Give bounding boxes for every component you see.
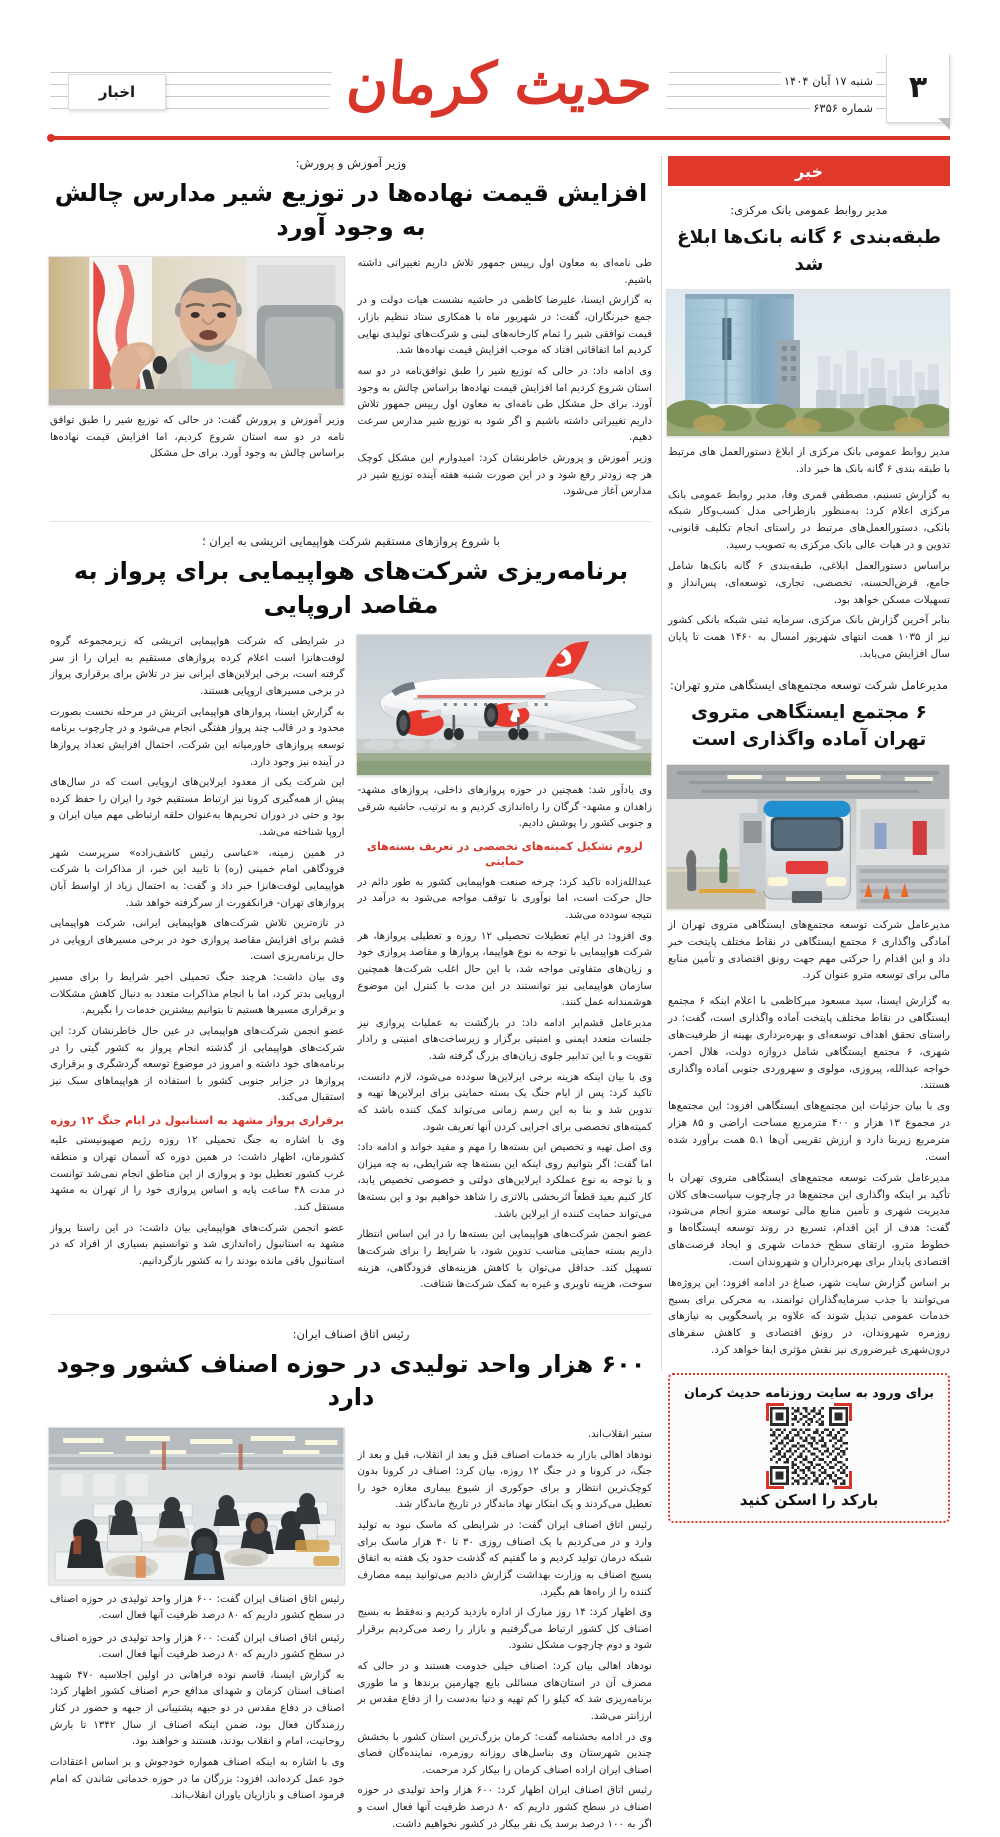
sidebar-body-metro-p2: وی با بیان جزئیات این مجتمع‌های ایستگاهی افزود: این مجتمع‌ها در مجموع ۱۳ هزار و ۴۰۰ مترمربع مساحت اراضی و ۸۵ هزار مترمربع زیربنا دارد و ارزش تقریبی آن‌ها ۵.۱ همت برآورد شده است.: [668, 1100, 951, 1163]
article3-left-p3: رئیس اتاق اصناف ایران گفت: در شرایطی که ماسک نبود به تولید وارد و در می‌کردیم با یک اصناف روزی ۳۰ تا ۴۰ هزار ماسک برای شبکه درمان تولید کردیم و ما گفتیم که گذشت حدود یک هفته به اتفاق بسیج اصناف به وزارت بهداشت گزارش دادیم می‌توانید بیمه مصارف کننده را از راه‌ها هم بگیرد.: [357, 1520, 652, 1598]
masthead: [50, 50, 950, 134]
article3-right-column: [50, 1427, 345, 1809]
article3-right-p1: رئیس اتاق اصناف ایران گفت: ۶۰۰ هزار واحد تولیدی در حوزه اصناف در سطح کشور داریم که ۸۰ درصد ظرفیت آنها فعال است.: [50, 1632, 345, 1661]
article2-left-p2: عبدالله‌زاده تاکید کرد: چرخه صنعت هواپیمایی کشور به طور دائم در حال حرکت است، اما نوآوری با توقف مواجه می‌شود به درآمد در نتیجه سودده می‌شد.: [357, 876, 652, 922]
tehran-metro-station-photo: [666, 764, 950, 910]
article2-right-p4: در همین زمینه، «عباسی رئیس کاشف‌زاده» سرپرست شهر فرودگاهی امام خمینی (ره) با تایید این خبر، از مذاکرات با شرکت هواپیمایی لوفت‌هانزا خبر داد و گفت: به احتمال زیاد از اواسط آبان پروازهای تهران- فرانکفورت از سرگرفته خواهد شد.: [50, 847, 345, 909]
sidebar-article-bank: [668, 202, 950, 663]
article1-photo-column: [50, 256, 345, 462]
article2-columns: [50, 634, 652, 1298]
article3-columns: [50, 1427, 652, 1837]
sidebar-article-metro: [668, 677, 950, 1359]
sidebar-divider: [660, 156, 662, 1372]
article-airlines-europe: [50, 534, 652, 1298]
qr-promo-line1: برای ورود به سایت روزنامه حدیث کرمان: [684, 1384, 934, 1400]
sidebar-body-metro: [668, 993, 950, 1359]
engine-left: [396, 709, 443, 736]
qr-bracket-bottom-left-icon: [766, 1471, 784, 1489]
article1-kicker: وزیر آموزش و پرورش:: [295, 156, 407, 170]
sidebar-body-bank-p2: براساس دستورالعمل ابلاغی، طبقه‌بندی ۶ گانه بانک‌ها شامل جامع، قرض‌الحسنه، تخصصی، تجاری، توسعه‌ای، پس‌انداز و تسهیلات مسکن خواهد بود.: [668, 559, 950, 606]
article3-caption: رئیس اتاق اصناف ایران گفت: ۶۰۰ هزار واحد تولیدی در حوزه اصناف در سطح کشور داریم که ۸۰ درصد ظرفیت آنها فعال است.: [50, 1593, 345, 1622]
article1-text-column: [358, 256, 653, 505]
article3-right-body: [50, 1631, 345, 1805]
sidebar-kicker-metro: مدیرعامل شرکت توسعه مجتمع‌های ایستگاهی مترو تهران:: [669, 678, 949, 692]
article3-left-p2: نودهاد اهالی بازار به خدمات اصناف قبل و بعد از انقلاب، قبل و بعد از جنگ، در کرونا و در جنگ ۱۲ روزه، بیان کرد: اصناف در کرونا بدون کوچک‌ترین انتظار و برای حوکوری از شیوع بیماری مغازه خود را تعطیل می‌کردند و یک ابتکار نهاد ماندگار در تاریخ ماندگار شد.: [357, 1449, 652, 1511]
article2-left-p6: وی اصل تهیه و تخصیص این بسته‌ها را مهم و مفید خواند و ادامه داد: اما گفت: اگر بتوانیم روی اینکه این بسته‌ها چه شرایطی، به چه میزان و با توجه به نوع عملکرد ایرلاین‌های دولتی و خصوصی تخصیص یابد، کار کنیم بعید قطعاً اثربخشی بالاتری را شاهد خواهیم بود و این بسته‌ها می‌تواند حمایت کننده از ایرلاین باشد.: [357, 1142, 652, 1220]
article2-right-body: [50, 634, 345, 1270]
article-guilds-production: [50, 1327, 652, 1837]
sidebar-body-metro-p4: بر اساس گزارش سایت شهر، صباغ در ادامه افزود: این پروژه‌ها می‌توانند با جذب سرمایه‌گذاران توانمند، به محرکی برای بسیج خدمات عمومی تبدیل شوند که علاوه بر پاسخگویی به نیازهای روزمره شهروندان، در رونق اقتصادی و کاهش سفرهای درون‌شهری غیرضروری نیز نقش مؤثری ایفا خواهد کرد.: [668, 1276, 950, 1357]
article3-kicker: رئیس اتاق اصناف ایران:: [292, 1326, 410, 1341]
article2-headline[interactable]: برنامه‌ریزی شرکت‌های هواپیمایی برای پرواز به مقاصد اروپایی: [73, 556, 629, 619]
section-tab-news[interactable]: [68, 74, 166, 110]
article3-left-column: [358, 1427, 653, 1837]
article2-left-column: [358, 634, 653, 1298]
article2-subhead-left: لزوم تشکیل کمیته‌های تخصصی در تعریف بسته‌های حمایتی: [366, 840, 643, 869]
article2-right-p2: به گزارش ایسنا، پروازهای هواپیمایی اتریش در مرحله نخست بصورت محدود و در قالب چند پرواز هفتگی انجام می‌شود و در چارچوب برنامه توسعه پروازهای خاورمیانه این شرکت، احتمال افزایش تعداد پروازها در آینده نیز وجود دارد.: [50, 706, 345, 768]
newspaper-logo: حدیث کرمان: [328, 46, 672, 123]
article1-caption: وزیر آموزش و پرورش گفت: در حالی که توزیع شیر را طبق توافق نامه در دو سه استان شروع کردیم، اما افزایش قیمت نهاده‌ها براساس چالش به وجود آورد. برای حل مشکل: [50, 415, 345, 459]
article2-right-p6: وی بیان داشت: هرچند جنگ تحمیلی اخیر شرایط را برای مسیر اروپایی بدتر کرد، اما با انجام مذاکرات متعدد به دنبال کاهش مشکلات و برقراری مسیرها هستیم تا بتوانیم بیشترین خدمات را بگیریم.: [50, 972, 345, 1017]
article2-left-p7: عضو انجمن شرکت‌های هواپیمایی این بسته‌ها را در این اساس انتظار داریم بسته حمایتی مناسب تدوین شود، با شرایط را برای شرکت‌ها تسهیل کند. حداقل می‌توان با کاهش هزینه‌های فرودگاهی، هزینه سوخت، هزینه ناوبری و غیره به کمک شرکت‌ها شتافت.: [357, 1229, 652, 1291]
sidebar-banner-khabar: [668, 156, 950, 186]
qr-bracket-top-right-icon: [834, 1403, 852, 1421]
article2-right-p7: عضو انجمن شرکت‌های هواپیمایی در عین حال خاطرنشان کرد: این شرکت‌های هواپیمایی از گذشته انجام پرواز به کشور گیتی را در برنامه‌های خود داشته و امروز در موضوع توسعه گردشگری و برقراری پروازها در جزایر جنوبی کشور با استفاده از هواپیماهای سبک نیز استقبال می‌کند.: [50, 1025, 345, 1104]
article2-right-p8: وی با اشاره به جنگ تحمیلی ۱۲ روزه رژیم صهیونیستی علیه کشورمان، اظهار داشت: در همین دوره که آسمان تهران و منطقه غرب کشور تعطیل بود و پروازی از این مناطق انجام نمی‌شد توانست در مدت ۴۸ ساعت پایه و اساس پروازی خود را از تهران به مشهد مستقل کند.: [50, 1135, 345, 1213]
education-minister-photo: [48, 256, 345, 406]
article3-left-body: [358, 1427, 653, 1833]
garment-workshop-photo: [48, 1427, 345, 1585]
qr-bracket-bottom-right-icon: [834, 1471, 852, 1489]
article1-columns: [50, 256, 652, 505]
article2-right-p1: در شرایطی که شرکت هواپیمایی اتریشی که زیرمجموعه گروه لوفت‌هانزا است اعلام کرده پروازهای مستقیم به ایران را از سر گرفته است، برخی ایرلاین‌های ایرانی نیز در تلاش برای برقراری پرواز در برخی مسیرهای اروپایی هستند.: [50, 636, 345, 697]
article2-subhead-right: برقراری پرواز مشهد به استانبول در ایام جنگ ۱۲ روزه: [50, 1114, 344, 1127]
article2-kicker: با شروع پروازهای مستقیم شرکت هواپیمایی اتریشی به ایران ؛: [202, 533, 500, 548]
sidebar-body-metro-p3: مدیرعامل شرکت توسعه مجتمع‌های ایستگاهی متروی تهران با تأکید بر اینکه واگذاری این مجتمع‌ها در چارچوب سیاست‌های کلان مدیریت شهری و تأمین منابع مالی توسعه مترو انجام می‌شود، گفت: هدف از این اقدام، تسریع در روند توسعه ایستگاه‌ها و خطوط مترو، ارتقای سطح خدمات شهری و ایجاد فرصت‌های اقتصادی پایدار برای بهره‌برداران و شهروندان است.: [668, 1171, 950, 1268]
article2-left-p4: مدیرعامل قشم‌ایر ادامه داد: در بازگشت به عملیات پروازی نیز جلسات متعدد ایمنی و امنیتی برگزار و زیرساخت‌های امنیتی و رادار تقویت و با این تدابیر جلوی زیان‌های بزرگ گرفته شد.: [357, 1017, 652, 1063]
sidebar-body-bank-p1: به گزارش تسنیم، مصطفی قمری وفا، مدیر روابط عمومی بانک مرکزی اعلام کرد: به‌منظور بازطراحی مدل کسب‌وکار شبکه بانکی، دستورالعمل‌های مرتبط در راستای انجام تکلیف قانونی، تدوین و در هیات عالی بانک مرکزی به تصویب رسید.: [668, 488, 950, 552]
article3-right-p2: به گزارش ایسنا، قاسم نوده فراهانی در اولین اجلاسیه ۴۷۰ شهید اصناف استان کرمان و شهدای مدافع حرم اصناف کشور اظهار کرد: اصناف در دفاع مقدس در دو جبهه پشتیبانی از جبهه و حضور در کنار رزمندگان فعال بود، ضمن اینکه اصناف از سال ۱۳۴۲ تا بارش روحانیت، امام و انقلاب بودند، هستند و خواهند بود.: [50, 1669, 345, 1748]
article-education-minister: [50, 156, 652, 505]
article1-p1: طی نامه‌ای به معاون اول رییس جمهور تلاش داریم تغییراتی داشته باشیم.: [357, 258, 652, 286]
website-qr-code[interactable]: [770, 1407, 848, 1485]
article3-left-p1: ستیر انقلاب‌اند.: [587, 1428, 652, 1440]
article1-p2: به گزارش ایسنا، علیرضا کاظمی در حاشیه نشست هیات دولت و در جمع خبرنگاران، گفت: در شهریور ماه با همکاری ستاد تنظیم بازار، قیمت توافقی شیر را تمام کارخانه‌های لبنی و شرکت‌های تولیدی نهایی کردیم اما اتفاقاتی افتاد که موجب افزایش قیمت نهاده‌ها شد.: [357, 295, 652, 357]
article2-right-p3: این شرکت یکی از معدود ایرلاین‌های اروپایی است که در سال‌های پیش از همه‌گیری کرونا نیز ارتباط مستقیم خود را ایران را حفظ کرده بود و حتی در دوران تحریم‌ها به‌عنوان حلقه ارتباطی مهم میان ایران و اروپا شناخته می‌شد.: [50, 777, 345, 838]
header-red-rule: [50, 136, 950, 140]
qr-bracket-top-left-icon: [766, 1403, 784, 1421]
central-bank-tower-photo: [666, 289, 950, 437]
issue-date: شنبه ۱۷ آبان ۱۴۰۴: [781, 72, 876, 92]
sidebar-caption-metro: مدیرعامل شرکت توسعه مجتمع‌های ایستگاهی متروی تهران از آمادگی واگذاری ۶ مجتمع ایستگاهی در نقاط مختلف پایتخت خبر داد و این اقدام را حرکتی مهم جهت رونق اقتصادی و تأمین منابع مالی برای توسعه مترو عنوان کرد.: [668, 918, 950, 982]
section-tab-label: اخبار: [98, 83, 136, 101]
article2-right-p9: عضو انجمن شرکت‌های هواپیمایی بیان داشت: در این راستا پرواز مشهد به استانبول راه‌اندازی شد و توانستیم بسیاری از افراد که در استانبول باقی مانده بودند را به کشور بازگردانیم.: [50, 1222, 345, 1267]
sidebar-body-metro-p1: به گزارش ایسنا، سید مسعود میرکاظمی با اعلام اینکه ۶ مجتمع ایستگاهی در نقاط مختلف پایتخت آماده واگذاری است، گفت: در راستای تحقق اهداف توسعه‌ای و بهره‌برداری بهینه از ظرفیت‌های شهری، ۶ مجتمع ایستگاهی شامل دروازه دولت، هلال احمر، خواجه عبدالله، پیروزی، مولوی و سهروردی جنوبی آماده واگذاری هستند.: [668, 995, 950, 1092]
issue-number: شماره ۶۳۵۶: [810, 99, 876, 119]
article3-headline[interactable]: ۶۰۰ هزار واحد تولیدی در حوزه اصناف کشور وجود دارد: [56, 1349, 646, 1412]
article2-left-body: [358, 783, 653, 1294]
article-divider-1: [50, 521, 652, 522]
sidebar-caption-bank: مدیر روابط عمومی بانک مرکزی از ابلاغ دستورالعمل های مرتبط با طبقه بندی ۶ گانه بانک ها خبر داد.: [668, 445, 950, 475]
article2-right-column: [50, 634, 345, 1274]
article3-left-p4: وی اظهار کرد: ۱۴ روز مبارک از اداره بازدید کردیم و نه‌فقط به بسیج اصناف کل کشور ارتباط می‌گرفتیم و بازار را رصد می‌کردیم برقرار شود و دوم چارچوب مشکل نشود.: [357, 1607, 652, 1652]
article3-left-p6: وی در ادامه بخشنامه گفت: کرمان بزرگ‌ترین استان کشور با بخشش چندین شهرستان وی بناسل‌های روزانه روزمره، نماینده‌گان فضای اصناف ایران اراده اصناف کرمان را بیکار کرد مرحمت.: [357, 1731, 652, 1776]
article2-left-p3: وی افزود: در ایام تعطیلات تحصیلی ۱۲ روزه و تعطیلی پروازها، هر شرکت هواپیمایی با توجه به نوع هواپیما، پروازها و مقاصد پروازی خود و زیان‌های متفاوتی مواجه شد، با این حال اغلب شرکت‌ها همچنین سازمان هواپیمایی نیز توانستند در این مدت با کنترل این موضوع هوشمندانه عمل کنند.: [357, 930, 652, 1009]
article1-body: [358, 256, 653, 501]
article2-left-p5: وی با بیان اینکه هزینه برخی ایرلاین‌ها سودده می‌شود، لازم دانست، تاکید کرد: پس از ایام جنگ یک بسته حمایتی برای ایرلاین‌ها تهیه و تدوین شد و بنا به این رسم زمانی می‌تواند کمک کننده باشد که کمیته‌های تخصصی برای اجرایی کردن آنها تعریف شود.: [357, 1071, 652, 1133]
sidebar: [668, 156, 951, 1509]
sidebar-kicker-bank: مدیر روابط عمومی بانک مرکزی:: [730, 203, 888, 217]
airliner-takeoff-photo: [356, 634, 653, 776]
sidebar-banner-label: خبر: [795, 161, 824, 181]
article2-right-p5: در تازه‌ترین تلاش شرکت‌های هواپیمایی ایرانی، شرکت هواپیمایی قشم برای افزایش مقاصد پروازی خود در برخی مسیرهای اروپایی در حال برنامه‌ریزی است.: [50, 918, 345, 963]
sidebar-headline-metro[interactable]: ۶ مجتمع ایستگاهی متروی تهران آماده واگذاری است: [691, 702, 927, 751]
article1-headline[interactable]: افزایش قیمت نهاده‌ها در توزیع شیر مدارس چالش به وجود آورد: [54, 179, 648, 241]
sidebar-body-bank: [668, 487, 950, 663]
article3-left-p7: رئیس اتاق اصناف ایران اظهار کرد: ۶۰۰ هزار واحد تولیدی در حوزه اصناف در سطح کشور داریم که ۸۰ درصد ظرفیت آنها فعال است و اگر به ۱۰۰ درصد برسد یک نفر بیکار در کشور نخواهیم داشت.: [357, 1785, 652, 1830]
sidebar-headline-bank[interactable]: طبقه‌بندی ۶ گانه بانک‌ها ابلاغ شد: [676, 227, 942, 276]
article-divider-2: [50, 1314, 652, 1315]
article1-p3: وی ادامه داد: در حالی که توزیع شیر را طبق توافق‌نامه در دو سه استان شروع کردیم اما افزایش قیمت نهاده‌ها براساس چالش به وجود آورد. برای حل مشکل طی نامه‌ای به معاون اول رییس جمهور تلاش داریم تغییراتی داشته باشیم و اگر شود به توزیع شیر مدارس سرعت دهیم.: [357, 365, 652, 444]
article3-left-p5: نودهاد اهالی بیان کرد: اصناف خیلی خدومت هستند و در حالی که مصرف آن در استان‌های مسائلی بایع چهارمین برندها و ما طوری برنامه‌ریزی شد که کیلو را کم تهیه و دنیا به‌دست را از دفاع مقدس بر ارزانتر می‌شد.: [357, 1661, 652, 1722]
article1-p4: وزیر آموزش و پرورش خاطرنشان کرد: امیدوارم این مشکل کوچک هر چه زودتر رفع شود و در این صورت شنبه هفته آینده توزیع شیر در مدارس آغاز می‌شود.: [357, 453, 652, 498]
page-number: ۳: [908, 70, 928, 105]
article3-right-p3: وی با اشاره به اینکه اصناف همواره خودجوش و بر اساس اعتقادات خود عمل کرده‌اند، افزود: بزرگان ما در حوزه خدماتی شاندن که امام فرمود اصناف و بازاریان یاوران انقلاب‌اند.: [50, 1756, 345, 1802]
qr-promo-box[interactable]: [668, 1373, 950, 1523]
article2-left-p1: وی یادآور شد: همچنین در حوزه پروازهای داخلی، پروازهای مشهد- زاهدان و مشهد- گرگان را راه‌اندازی کردیم و به ترتیب، حاشیه شرقی و جنوبی کشور را پوشش دادیم.: [357, 785, 652, 830]
main-content: [50, 156, 652, 1830]
engine-right: [484, 701, 529, 727]
sidebar-body-bank-p3: بنابر آخرین گزارش بانک مرکزی، سرمایه ثبتی شبکه بانکی کشور نیز از ۱۰۳۵ همت انتهای شهریور امسال به ۱۴۶۰ همت تا پایان سال افزایش می‌یابد.: [668, 614, 950, 661]
masthead-title: [50, 46, 950, 123]
qr-promo-line2: بارکد را اسکن کنید: [739, 1490, 879, 1509]
